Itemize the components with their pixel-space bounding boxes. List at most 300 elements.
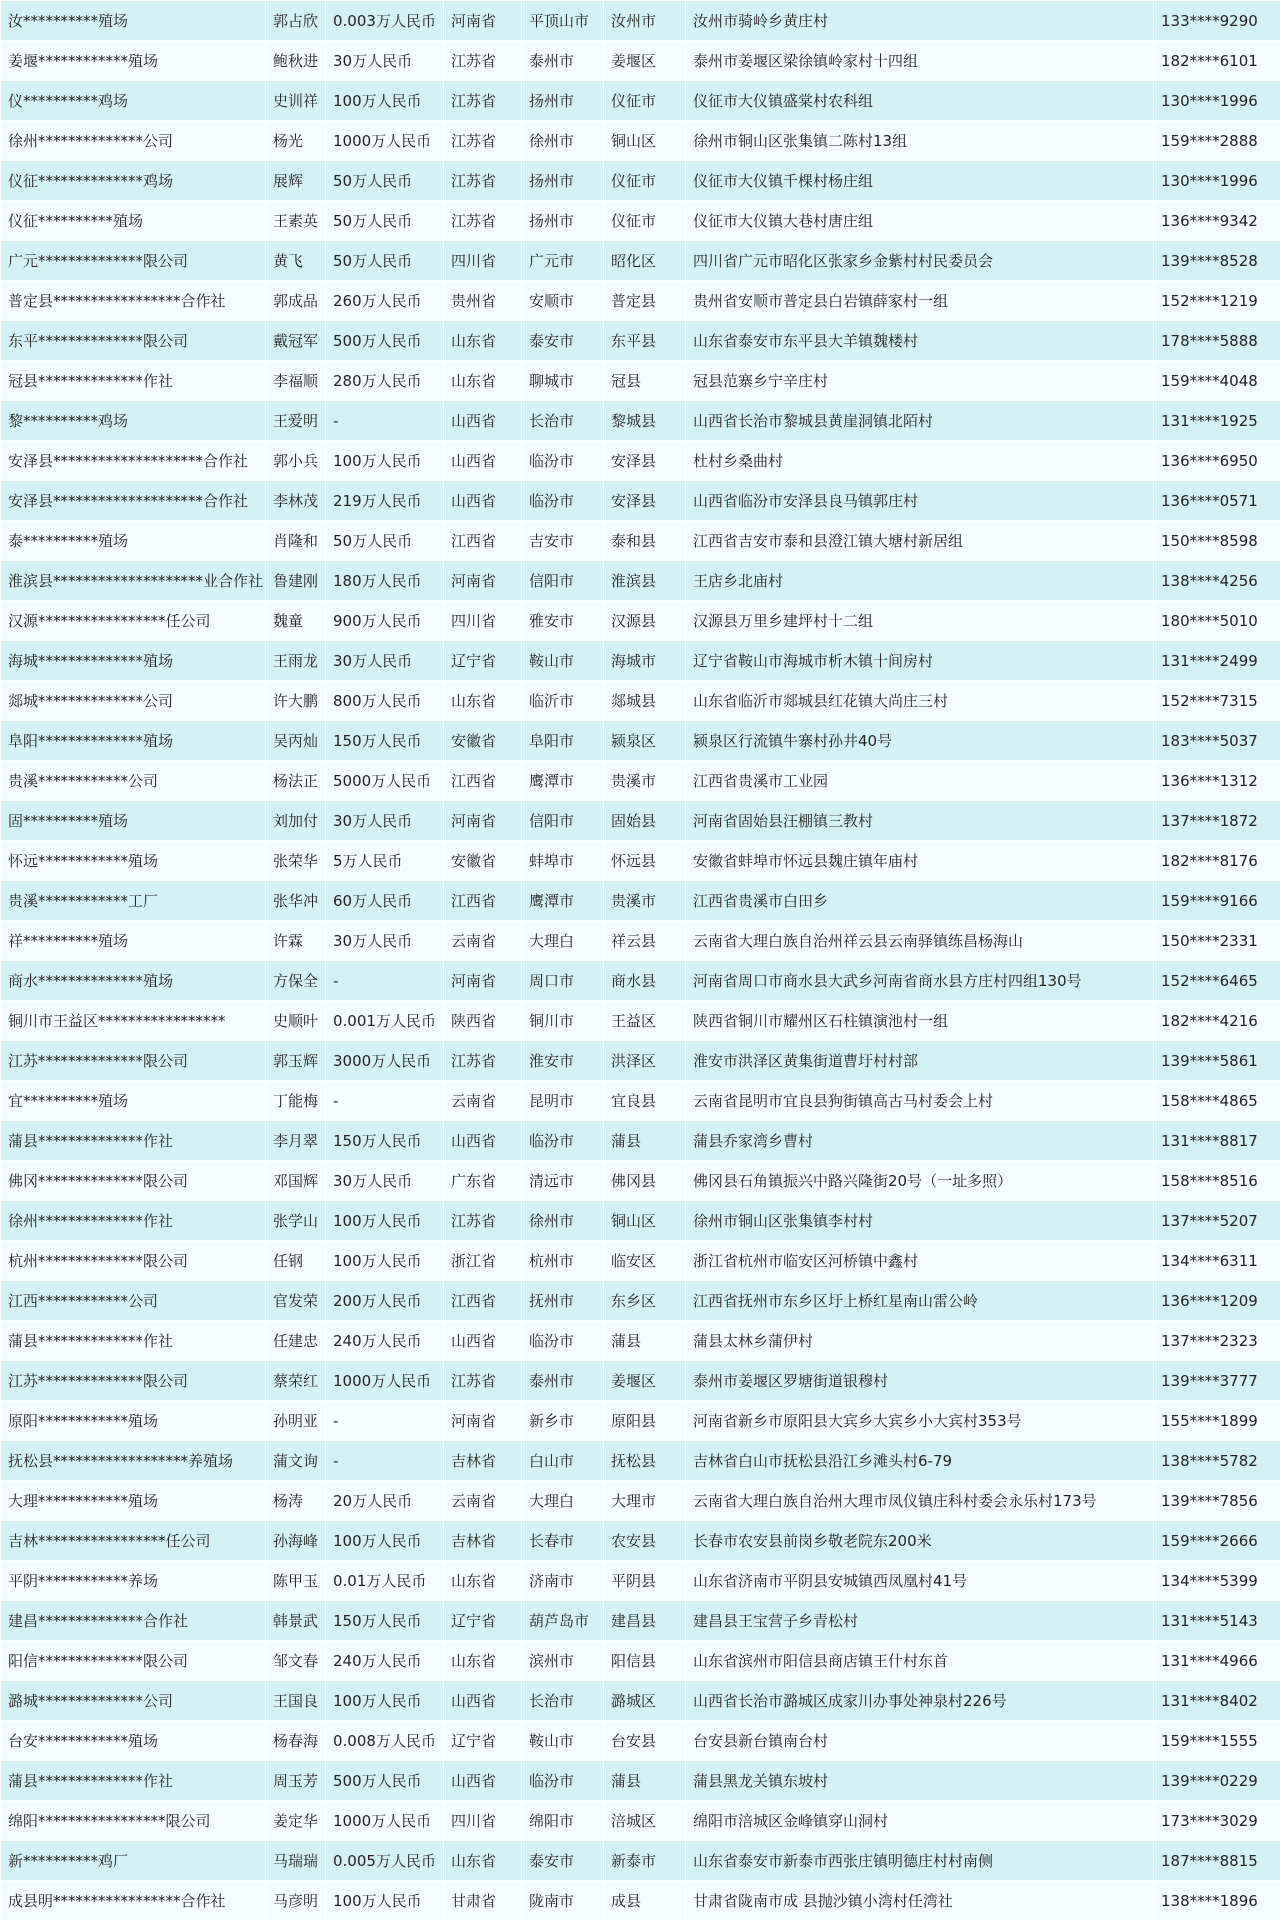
table-row: [1, 1161, 1280, 1201]
registered-capital-cell: 900万人民币: [326, 601, 444, 641]
company-name-cell: 原阳************殖场: [1, 1401, 266, 1441]
company-name-cell: 商水**************殖场: [1, 961, 266, 1001]
legal-person-cell: 郭占欣: [266, 1, 326, 41]
table-row: [1, 361, 1280, 401]
address-cell: 河南省周口市商水县大武乡河南省商水县方庄村四组130号: [686, 961, 1154, 1001]
address-cell: 山西省长治市黎城县黄崖洞镇北陌村: [686, 401, 1154, 441]
registered-capital-cell: 3000万人民币: [326, 1041, 444, 1081]
legal-person-cell: 陈甲玉: [266, 1561, 326, 1601]
province-cell: 山西省: [444, 1761, 522, 1801]
company-name-cell: 建昌**************合作社: [1, 1601, 266, 1641]
district-cell: 建昌县: [604, 1601, 686, 1641]
province-cell: 四川省: [444, 1801, 522, 1841]
address-cell: 蒲县太林乡蒲伊村: [686, 1321, 1154, 1361]
district-cell: 仪征市: [604, 201, 686, 241]
district-cell: 蒲县: [604, 1321, 686, 1361]
legal-person-cell: 鲍秋进: [266, 41, 326, 81]
province-cell: 江苏省: [444, 41, 522, 81]
province-cell: 四川省: [444, 601, 522, 641]
city-cell: 信阳市: [522, 801, 604, 841]
district-cell: 昭化区: [604, 241, 686, 281]
table-row: [1, 1201, 1280, 1241]
district-cell: 成县: [604, 1881, 686, 1920]
registered-capital-cell: 20万人民币: [326, 1481, 444, 1521]
province-cell: 陕西省: [444, 1001, 522, 1041]
address-cell: 蒲县黑龙关镇东坡村: [686, 1761, 1154, 1801]
company-name-cell: 成县明*****************合作社: [1, 1881, 266, 1920]
company-name-cell: 黎**********鸡场: [1, 401, 266, 441]
company-name-cell: 宜**********殖场: [1, 1081, 266, 1121]
address-cell: 山西省临汾市安泽县良马镇郭庄村: [686, 481, 1154, 521]
city-cell: 泰安市: [522, 1841, 604, 1881]
company-name-cell: 蒲县**************作社: [1, 1121, 266, 1161]
address-cell: 山西省长治市潞城区成家川办事处神泉村226号: [686, 1681, 1154, 1721]
city-cell: 临沂市: [522, 681, 604, 721]
legal-person-cell: 马瑞瑞: [266, 1841, 326, 1881]
registered-capital-cell: 100万人民币: [326, 81, 444, 121]
phone-cell: 136****9342: [1154, 201, 1280, 241]
city-cell: 济南市: [522, 1561, 604, 1601]
legal-person-cell: 丁能梅: [266, 1081, 326, 1121]
legal-person-cell: 黄飞: [266, 241, 326, 281]
registered-capital-cell: 50万人民币: [326, 241, 444, 281]
district-cell: 冠县: [604, 361, 686, 401]
district-cell: 黎城县: [604, 401, 686, 441]
registered-capital-cell: 240万人民币: [326, 1641, 444, 1681]
table-row: [1, 1121, 1280, 1161]
address-cell: 山东省临沂市郯城县红花镇大尚庄三村: [686, 681, 1154, 721]
address-cell: 江西省抚州市东乡区圩上桥红星南山雷公岭: [686, 1281, 1154, 1321]
address-cell: 仪征市大仪镇大巷村唐庄组: [686, 201, 1154, 241]
city-cell: 徐州市: [522, 121, 604, 161]
legal-person-cell: 马彦明: [266, 1881, 326, 1920]
district-cell: 平阴县: [604, 1561, 686, 1601]
city-cell: 徐州市: [522, 1201, 604, 1241]
phone-cell: 180****5010: [1154, 601, 1280, 641]
company-name-cell: 潞城**************公司: [1, 1681, 266, 1721]
registered-capital-cell: 100万人民币: [326, 1201, 444, 1241]
company-name-cell: 祥**********殖场: [1, 921, 266, 961]
legal-person-cell: 邓国辉: [266, 1161, 326, 1201]
table-row: [1, 1361, 1280, 1401]
city-cell: 阜阳市: [522, 721, 604, 761]
phone-cell: 131****2499: [1154, 641, 1280, 681]
province-cell: 江苏省: [444, 81, 522, 121]
registered-capital-cell: 100万人民币: [326, 1521, 444, 1561]
city-cell: 雅安市: [522, 601, 604, 641]
table-row: [1, 401, 1280, 441]
province-cell: 四川省: [444, 241, 522, 281]
city-cell: 临汾市: [522, 441, 604, 481]
company-name-cell: 新**********鸡厂: [1, 1841, 266, 1881]
province-cell: 山东省: [444, 681, 522, 721]
address-cell: 山东省滨州市阳信县商店镇王什村东首: [686, 1641, 1154, 1681]
province-cell: 山东省: [444, 1641, 522, 1681]
company-name-cell: 东平**************限公司: [1, 321, 266, 361]
city-cell: 抚州市: [522, 1281, 604, 1321]
legal-person-cell: 蔡荣红: [266, 1361, 326, 1401]
city-cell: 泰安市: [522, 321, 604, 361]
phone-cell: 134****5399: [1154, 1561, 1280, 1601]
legal-person-cell: 吴丙灿: [266, 721, 326, 761]
table-row: [1, 121, 1280, 161]
address-cell: 仪征市大仪镇千棵村杨庄组: [686, 161, 1154, 201]
district-cell: 农安县: [604, 1521, 686, 1561]
district-cell: 涪城区: [604, 1801, 686, 1841]
city-cell: 泰州市: [522, 41, 604, 81]
table-row: [1, 281, 1280, 321]
table-row: [1, 921, 1280, 961]
phone-cell: 136****1209: [1154, 1281, 1280, 1321]
table-row: [1, 681, 1280, 721]
table-row: [1, 1041, 1280, 1081]
district-cell: 铜山区: [604, 121, 686, 161]
address-cell: 河南省新乡市原阳县大宾乡大宾乡小大宾村353号: [686, 1401, 1154, 1441]
phone-cell: 139****7856: [1154, 1481, 1280, 1521]
phone-cell: 134****6311: [1154, 1241, 1280, 1281]
province-cell: 山东省: [444, 1561, 522, 1601]
table-row: [1, 1281, 1280, 1321]
district-cell: 安泽县: [604, 481, 686, 521]
phone-cell: 138****1896: [1154, 1881, 1280, 1920]
legal-person-cell: 展辉: [266, 161, 326, 201]
registered-capital-cell: 5万人民币: [326, 841, 444, 881]
registered-capital-cell: 30万人民币: [326, 801, 444, 841]
district-cell: 抚松县: [604, 1441, 686, 1481]
city-cell: 清远市: [522, 1161, 604, 1201]
legal-person-cell: 杨春海: [266, 1721, 326, 1761]
legal-person-cell: 郭成品: [266, 281, 326, 321]
table-row: [1, 801, 1280, 841]
company-name-cell: 海城**************殖场: [1, 641, 266, 681]
phone-cell: 136****1312: [1154, 761, 1280, 801]
table-row: [1, 241, 1280, 281]
address-cell: 安徽省蚌埠市怀远县魏庄镇年庙村: [686, 841, 1154, 881]
company-name-cell: 仪**********鸡场: [1, 81, 266, 121]
table-row: [1, 1721, 1280, 1761]
city-cell: 临汾市: [522, 1761, 604, 1801]
province-cell: 广东省: [444, 1161, 522, 1201]
province-cell: 山西省: [444, 1321, 522, 1361]
city-cell: 广元市: [522, 241, 604, 281]
phone-cell: 139****3777: [1154, 1361, 1280, 1401]
province-cell: 山西省: [444, 401, 522, 441]
address-cell: 台安县新台镇南台村: [686, 1721, 1154, 1761]
address-cell: 泰州市姜堰区梁徐镇岭家村十四组: [686, 41, 1154, 81]
registered-capital-cell: 500万人民币: [326, 321, 444, 361]
registered-capital-cell: 1000万人民币: [326, 121, 444, 161]
legal-person-cell: 刘加付: [266, 801, 326, 841]
company-name-cell: 安泽县********************合作社: [1, 481, 266, 521]
phone-cell: 131****5143: [1154, 1601, 1280, 1641]
phone-cell: 139****5861: [1154, 1041, 1280, 1081]
legal-person-cell: 杨光: [266, 121, 326, 161]
district-cell: 佛冈县: [604, 1161, 686, 1201]
registered-capital-cell: 100万人民币: [326, 1881, 444, 1920]
city-cell: 昆明市: [522, 1081, 604, 1121]
district-cell: 仪征市: [604, 161, 686, 201]
address-cell: 汝州市骑岭乡黄庄村: [686, 1, 1154, 41]
company-name-cell: 大理************殖场: [1, 1481, 266, 1521]
legal-person-cell: 邹文春: [266, 1641, 326, 1681]
legal-person-cell: 韩景武: [266, 1601, 326, 1641]
legal-person-cell: 王素英: [266, 201, 326, 241]
city-cell: 绵阳市: [522, 1801, 604, 1841]
company-name-cell: 江苏**************限公司: [1, 1041, 266, 1081]
city-cell: 大理白: [522, 921, 604, 961]
table-row: [1, 1001, 1280, 1041]
company-name-cell: 仪征**************鸡场: [1, 161, 266, 201]
legal-person-cell: 李福顺: [266, 361, 326, 401]
company-name-cell: 江苏**************限公司: [1, 1361, 266, 1401]
province-cell: 江苏省: [444, 1201, 522, 1241]
district-cell: 姜堰区: [604, 1361, 686, 1401]
province-cell: 河南省: [444, 1401, 522, 1441]
address-cell: 江西省吉安市泰和县澄江镇大塘村新居组: [686, 521, 1154, 561]
province-cell: 河南省: [444, 561, 522, 601]
table-row: [1, 1, 1280, 41]
table-row: [1, 1441, 1280, 1481]
registered-capital-cell: 280万人民币: [326, 361, 444, 401]
legal-person-cell: 杨涛: [266, 1481, 326, 1521]
district-cell: 祥云县: [604, 921, 686, 961]
address-cell: 杜村乡桑曲村: [686, 441, 1154, 481]
phone-cell: 137****5207: [1154, 1201, 1280, 1241]
registered-capital-cell: 1000万人民币: [326, 1361, 444, 1401]
legal-person-cell: 孙海峰: [266, 1521, 326, 1561]
registered-capital-cell: 150万人民币: [326, 1601, 444, 1641]
phone-cell: 182****4216: [1154, 1001, 1280, 1041]
company-name-cell: 固**********殖场: [1, 801, 266, 841]
city-cell: 大理白: [522, 1481, 604, 1521]
province-cell: 山东省: [444, 361, 522, 401]
address-cell: 佛冈县石角镇振兴中路兴隆街20号（一址多照）: [686, 1161, 1154, 1201]
phone-cell: 152****7315: [1154, 681, 1280, 721]
province-cell: 辽宁省: [444, 1721, 522, 1761]
district-cell: 洪泽区: [604, 1041, 686, 1081]
city-cell: 葫芦岛市: [522, 1601, 604, 1641]
province-cell: 山西省: [444, 1121, 522, 1161]
district-cell: 汝州市: [604, 1, 686, 41]
registered-capital-cell: -: [326, 1401, 444, 1441]
phone-cell: 137****1872: [1154, 801, 1280, 841]
phone-cell: 130****1996: [1154, 81, 1280, 121]
table-row: [1, 1681, 1280, 1721]
city-cell: 聊城市: [522, 361, 604, 401]
legal-person-cell: 肖隆和: [266, 521, 326, 561]
legal-person-cell: 张学山: [266, 1201, 326, 1241]
city-cell: 平顶山市: [522, 1, 604, 41]
city-cell: 陇南市: [522, 1881, 604, 1920]
company-name-cell: 姜堰************殖场: [1, 41, 266, 81]
table-row: [1, 1481, 1280, 1521]
district-cell: 固始县: [604, 801, 686, 841]
registered-capital-cell: 800万人民币: [326, 681, 444, 721]
legal-person-cell: 方保全: [266, 961, 326, 1001]
table-row: [1, 1521, 1280, 1561]
registered-capital-cell: 0.01万人民币: [326, 1561, 444, 1601]
district-cell: 大理市: [604, 1481, 686, 1521]
company-name-cell: 贵溪************公司: [1, 761, 266, 801]
city-cell: 鞍山市: [522, 641, 604, 681]
company-name-cell: 郯城**************公司: [1, 681, 266, 721]
registered-capital-cell: 100万人民币: [326, 441, 444, 481]
address-cell: 建昌县王宝营子乡青松村: [686, 1601, 1154, 1641]
table-row: [1, 561, 1280, 601]
table-row: [1, 1241, 1280, 1281]
registered-capital-cell: 50万人民币: [326, 521, 444, 561]
city-cell: 长春市: [522, 1521, 604, 1561]
city-cell: 铜川市: [522, 1001, 604, 1041]
province-cell: 甘肃省: [444, 1881, 522, 1920]
table-row: [1, 1881, 1280, 1920]
company-name-cell: 怀远************殖场: [1, 841, 266, 881]
city-cell: 安顺市: [522, 281, 604, 321]
registered-capital-cell: 30万人民币: [326, 921, 444, 961]
address-cell: 辽宁省鞍山市海城市析木镇十间房村: [686, 641, 1154, 681]
province-cell: 辽宁省: [444, 1601, 522, 1641]
district-cell: 郯城县: [604, 681, 686, 721]
table-row: [1, 1641, 1280, 1681]
city-cell: 扬州市: [522, 201, 604, 241]
legal-person-cell: 杨法正: [266, 761, 326, 801]
phone-cell: 138****4256: [1154, 561, 1280, 601]
district-cell: 贵溪市: [604, 761, 686, 801]
company-name-cell: 贵溪************工厂: [1, 881, 266, 921]
table-row: [1, 1321, 1280, 1361]
legal-person-cell: 孙明亚: [266, 1401, 326, 1441]
address-cell: 云南省大理白族自治州大理市凤仪镇庄科村委会永乐村173号: [686, 1481, 1154, 1521]
province-cell: 河南省: [444, 1, 522, 41]
phone-cell: 187****8815: [1154, 1841, 1280, 1881]
city-cell: 蚌埠市: [522, 841, 604, 881]
province-cell: 云南省: [444, 1481, 522, 1521]
province-cell: 河南省: [444, 801, 522, 841]
registered-capital-cell: 50万人民币: [326, 161, 444, 201]
company-table-body: [1, 1, 1280, 1920]
company-name-cell: 江西************公司: [1, 1281, 266, 1321]
address-cell: 河南省固始县汪棚镇三教村: [686, 801, 1154, 841]
phone-cell: 136****0571: [1154, 481, 1280, 521]
district-cell: 颍泉区: [604, 721, 686, 761]
city-cell: 临汾市: [522, 1121, 604, 1161]
address-cell: 徐州市铜山区张集镇二陈村13组: [686, 121, 1154, 161]
district-cell: 泰和县: [604, 521, 686, 561]
province-cell: 山东省: [444, 1841, 522, 1881]
address-cell: 云南省昆明市宜良县狗街镇高古马村委会上村: [686, 1081, 1154, 1121]
district-cell: 阳信县: [604, 1641, 686, 1681]
registered-capital-cell: 0.008万人民币: [326, 1721, 444, 1761]
province-cell: 云南省: [444, 921, 522, 961]
province-cell: 安徽省: [444, 721, 522, 761]
phone-cell: 137****2323: [1154, 1321, 1280, 1361]
table-row: [1, 1761, 1280, 1801]
city-cell: 扬州市: [522, 161, 604, 201]
legal-person-cell: 周玉芳: [266, 1761, 326, 1801]
address-cell: 蒲县乔家湾乡曹村: [686, 1121, 1154, 1161]
table-row: [1, 1841, 1280, 1881]
province-cell: 浙江省: [444, 1241, 522, 1281]
address-cell: 江西省贵溪市工业园: [686, 761, 1154, 801]
address-cell: 冠县范寨乡宁辛庄村: [686, 361, 1154, 401]
registered-capital-cell: 100万人民币: [326, 1681, 444, 1721]
registered-capital-cell: 30万人民币: [326, 1161, 444, 1201]
district-cell: 怀远县: [604, 841, 686, 881]
phone-cell: 131****4966: [1154, 1641, 1280, 1681]
legal-person-cell: 王国良: [266, 1681, 326, 1721]
legal-person-cell: 戴冠军: [266, 321, 326, 361]
registered-capital-cell: 0.003万人民币: [326, 1, 444, 41]
city-cell: 鹰潭市: [522, 881, 604, 921]
city-cell: 白山市: [522, 1441, 604, 1481]
registered-capital-cell: -: [326, 1441, 444, 1481]
address-cell: 山东省济南市平阴县安城镇西凤凰村41号: [686, 1561, 1154, 1601]
district-cell: 贵溪市: [604, 881, 686, 921]
legal-person-cell: 魏童: [266, 601, 326, 641]
province-cell: 江苏省: [444, 1041, 522, 1081]
registered-capital-cell: 150万人民币: [326, 721, 444, 761]
company-name-cell: 仪征**********殖场: [1, 201, 266, 241]
table-row: [1, 321, 1280, 361]
province-cell: 江西省: [444, 761, 522, 801]
table-row: [1, 961, 1280, 1001]
phone-cell: 158****8516: [1154, 1161, 1280, 1201]
city-cell: 周口市: [522, 961, 604, 1001]
phone-cell: 133****9290: [1154, 1, 1280, 41]
company-name-cell: 淮滨县********************业合作社: [1, 561, 266, 601]
phone-cell: 182****6101: [1154, 41, 1280, 81]
registered-capital-cell: 200万人民币: [326, 1281, 444, 1321]
table-row: [1, 481, 1280, 521]
city-cell: 滨州市: [522, 1641, 604, 1681]
company-name-cell: 徐州**************公司: [1, 121, 266, 161]
address-cell: 颍泉区行流镇牛寨村孙井40号: [686, 721, 1154, 761]
district-cell: 东乡区: [604, 1281, 686, 1321]
phone-cell: 138****5782: [1154, 1441, 1280, 1481]
registered-capital-cell: 180万人民币: [326, 561, 444, 601]
table-row: [1, 161, 1280, 201]
company-name-cell: 平阴************养场: [1, 1561, 266, 1601]
company-name-cell: 佛冈**************限公司: [1, 1161, 266, 1201]
legal-person-cell: 王爱明: [266, 401, 326, 441]
company-name-cell: 阳信**************限公司: [1, 1641, 266, 1681]
address-cell: 淮安市洪泽区黄集街道曹圩村村部: [686, 1041, 1154, 1081]
phone-cell: 159****1555: [1154, 1721, 1280, 1761]
legal-person-cell: 史训祥: [266, 81, 326, 121]
table-row: [1, 841, 1280, 881]
registered-capital-cell: 60万人民币: [326, 881, 444, 921]
district-cell: 台安县: [604, 1721, 686, 1761]
address-cell: 云南省大理白族自治州祥云县云南驿镇练昌杨海山: [686, 921, 1154, 961]
district-cell: 新泰市: [604, 1841, 686, 1881]
table-row: [1, 721, 1280, 761]
phone-cell: 152****1219: [1154, 281, 1280, 321]
registered-capital-cell: 5000万人民币: [326, 761, 444, 801]
table-row: [1, 1401, 1280, 1441]
province-cell: 山西省: [444, 441, 522, 481]
phone-cell: 131****8402: [1154, 1681, 1280, 1721]
address-cell: 甘肃省陇南市成 县抛沙镇小湾村任湾社: [686, 1881, 1154, 1920]
district-cell: 海城市: [604, 641, 686, 681]
province-cell: 江西省: [444, 521, 522, 561]
registered-capital-cell: 0.005万人民币: [326, 1841, 444, 1881]
district-cell: 姜堰区: [604, 41, 686, 81]
company-name-cell: 绵阳*****************限公司: [1, 1801, 266, 1841]
district-cell: 安泽县: [604, 441, 686, 481]
company-name-cell: 阜阳**************殖场: [1, 721, 266, 761]
registered-capital-cell: 0.001万人民币: [326, 1001, 444, 1041]
province-cell: 贵州省: [444, 281, 522, 321]
